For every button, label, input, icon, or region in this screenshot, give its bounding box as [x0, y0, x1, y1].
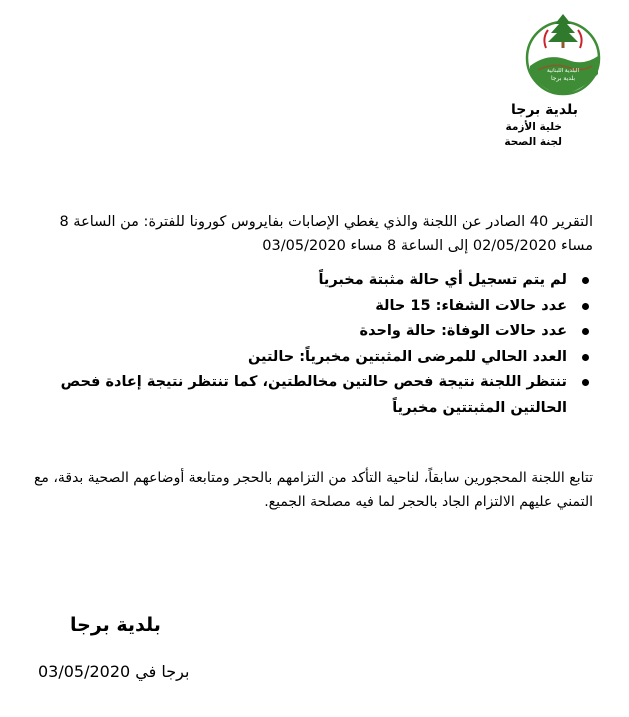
bullet-dot-icon	[582, 379, 589, 386]
bullet-dot-icon	[582, 328, 589, 335]
list-item	[44, 345, 589, 371]
logo-text-line2: بلدية برجا	[550, 75, 576, 82]
followup-paragraph: تتابع اللجنة المحجورين سابقاً، لناحية التأكد من التزامهم بالحجر ومتابعة أوضاعهم الصحية بدقة، مع التمني عليهم الالتزام الجاد بالحجر لما فيه مصلحة الجميع.	[33, 470, 593, 510]
bullet-dot-icon	[582, 277, 589, 284]
list-item	[44, 370, 589, 421]
intro-line-1: التقرير 40 الصادر عن اللجنة والذي يغطي الإصابات بفايروس كورونا للفترة: من الساعة 8	[59, 214, 593, 230]
bullet-text: عدد حالات الوفاة: حالة واحدة	[359, 323, 567, 339]
bullet-text: العدد الحالي للمرضى المثبتين مخبرياً: حالتين	[247, 348, 567, 365]
bullet-text: عدد حالات الشفاء: 15 حالة	[375, 297, 567, 314]
letterhead	[392, 100, 592, 150]
bullet-dot-icon	[582, 303, 589, 310]
bullet-text: لم يتم تسجيل أي حالة مثبتة مخبرياً	[318, 272, 567, 288]
intro-line-2: مساء 02/05/2020 إلى الساعة 8 مساء 03/05/2020	[262, 238, 593, 254]
signature: بلدية برجا	[70, 614, 161, 636]
logo-text-line1: البلدية اللبنانية	[547, 68, 579, 74]
municipality-logo	[518, 8, 608, 98]
date-line: برجا في 03/05/2020	[38, 662, 190, 681]
bullet-dot-icon	[582, 354, 589, 361]
committee-name: لجنة الصحة	[504, 136, 562, 148]
bullet-text: تنتظر اللجنة نتيجة فحص حالتين مخالطتين، كما تنتظر نتيجة إعادة فحص الحالتين المثبتتين مخبرياً	[60, 374, 567, 416]
unit-name: خلية الأزمة	[505, 121, 562, 133]
report-bullets	[44, 268, 589, 421]
org-name: بلدية برجا	[511, 102, 578, 118]
list-item	[44, 294, 589, 320]
report-intro	[33, 210, 593, 258]
list-item	[44, 268, 589, 294]
list-item	[44, 319, 589, 345]
